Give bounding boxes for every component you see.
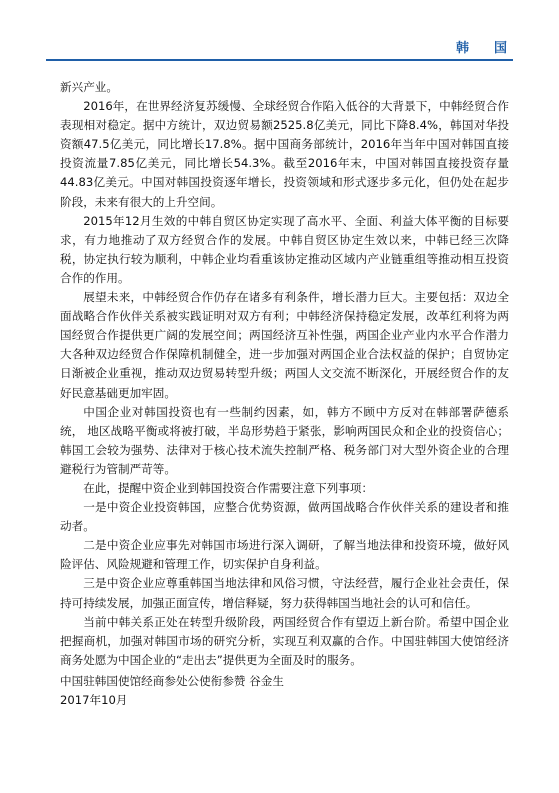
paragraph: 新兴产业。 — [60, 80, 118, 94]
paragraph: 一是中资企业投资韩国，应整合优势资源，做两国战略合作伙伴关系的建设者和推动者。 — [60, 500, 509, 534]
signature-block — [60, 672, 509, 710]
paragraph: 展望未来，中韩经贸合作仍存在诸多有利条件，增长潜力巨大。主要包括：双边全面战略合作伙伴关系被实践证明对双方有利；中韩经济保持稳定发展，改革红利将为两国经贸合作提供更广阔的发展空间；两国经济互补性强，两国企业产业内水平合作潜力大各种双边经贸合作保障机制健全，进一步加强对两国企业合法权益的保护；自贸协定日渐被企业重视，推动双边贸易转型升级；两国人文交流不断深化，开展经贸合作的友好民意基础更加牢固。 — [60, 290, 509, 400]
paragraph: 在此，提醒中资企业到韩国投资合作需要注意下列事项： — [83, 480, 374, 495]
signature-date: 2017年10月 — [60, 692, 128, 707]
paragraph: 中国企业对韩国投资也有一些制约因素，如，韩方不顾中方反对在韩部署萨德系统， 地区战略平衡或将被打破，半岛形势趋于紧张，影响两国民众和企业的投资信心；韩国工会较为强势、法律对于核心技术流失控制严格、税务部门对大型外资企业的合理避税行为管制严苛等。 — [60, 404, 509, 476]
section-title: 韩 国 — [455, 41, 513, 56]
paragraph: 当前中韩关系正处在转型升级阶段，两国经贸合作有望迈上新台阶。希望中国企业把握商机，加强对韩国市场的研究分析，实现互利双赢的合作。中国驻韩国大使馆经济商务处愿为中国企业的“走出去”提供更为全面及时的服务。 — [60, 614, 509, 667]
signature-author: 中国驻韩国使馆经商参处公使衔参赞 谷金生 — [60, 673, 284, 688]
header-divider — [46, 59, 513, 61]
paragraph: 2016年，在世界经济复苏缓慢、全球经贸合作陷入低谷的大背景下，中韩经贸合作表现相对稳定。据中方统计，双边贸易额2525.8亿美元，同比下降8.4%，韩国对华投资额47.5亿美元，同比增长17.8%。据中国商务部统计，2016年当年中国对韩国直接投资流量7.85亿美元，同比增长54.3%。截至2016年末，中国对韩国直接投资存量44.83亿美元。中国对韩国投资逐年增长，投资领域和形式逐步多元化，但仍处在起步阶段，未来有很大的上升空间。 — [60, 99, 509, 209]
paragraph: 2015年12月生效的中韩自贸区协定实现了高水平、全面、利益大体平衡的目标要求，有力地推动了双方经贸合作的发展。中韩自贸区协定生效以来，中韩已经三次降税，协定执行较为顺利，中韩企业均看重该协定推动区域内产业链重组等推动相互投资合作的作用。 — [60, 213, 509, 285]
paragraph: 二是中资企业应事先对韩国市场进行深入调研，了解当地法律和投资环境，做好风险评估、风险规避和管理工作，切实保护自身利益。 — [60, 538, 509, 572]
document-body — [60, 78, 509, 710]
paragraph: 三是中资企业应尊重韩国当地法律和风俗习惯，守法经营，履行企业社会责任，保持可持续发展，加强正面宣传，增信释疑，努力获得韩国当地社会的认可和信任。 — [60, 576, 509, 610]
